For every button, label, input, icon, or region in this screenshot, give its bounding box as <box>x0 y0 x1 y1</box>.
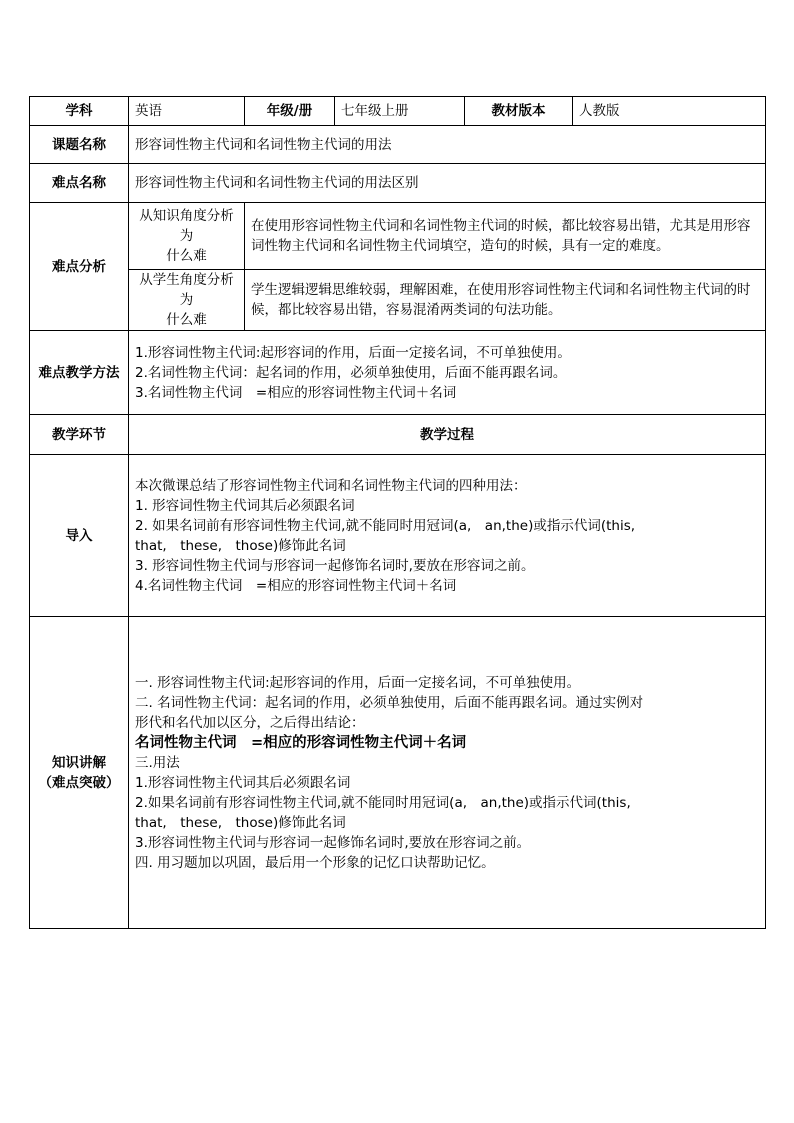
analysis-student-row <box>30 270 766 331</box>
knowledge-line-4: 三.用法 <box>135 754 180 771</box>
knowledge-line-1: 一. 形容词性物主代词:起形容词的作用，后面一定接名词，不可单独使用。 <box>135 674 581 691</box>
method-content <box>129 331 766 415</box>
method-label: 难点教学方法 <box>30 331 129 415</box>
edition-label: 教材版本 <box>465 97 573 126</box>
knowledge-label-main: 知识讲解 <box>52 754 106 771</box>
intro-content <box>129 455 766 617</box>
knowledge-line-6: 2.如果名词前有形容词性物主代词,就不能同时用冠词(a, an,the)或指示代词(this, <box>135 794 631 811</box>
knowledge-label-sub: （难点突破） <box>38 774 120 791</box>
intro-line-5: 3. 形容词性物主代词与形容词一起修饰名词时,要放在形容词之前。 <box>135 557 535 574</box>
difficulty-row <box>30 164 766 203</box>
intro-line-3: 2. 如果名词前有形容词性物主代词,就不能同时用冠词(a, an,the)或指示代词(this, <box>135 517 636 534</box>
intro-row <box>30 455 766 617</box>
method-line-1: 1.形容词性物主代词:起形容词的作用，后面一定接名词，不可单独使用。 <box>135 344 571 361</box>
knowledge-label <box>30 617 129 929</box>
student-angle-label-line-1: 从学生角度分析为 <box>139 272 234 308</box>
process-label: 教学过程 <box>129 415 766 455</box>
knowledge-line-5: 1.形容词性物主代词其后必须跟名词 <box>135 774 351 791</box>
knowledge-content <box>129 617 766 929</box>
analysis-label: 难点分析 <box>30 203 129 331</box>
method-row <box>30 331 766 415</box>
student-angle-label <box>129 270 245 331</box>
student-angle-label-line-2: 什么难 <box>166 312 207 328</box>
intro-line-6: 4.名词性物主代词 =相应的形容词性物主代词＋名词 <box>135 577 457 594</box>
knowledge-angle-text: 在使用形容词性物主代词和名词性物主代词的时候，都比较容易出错，尤其是用形容词性物主代词和名词性物主代词填空，造句的时候，具有一定的难度。 <box>245 203 766 270</box>
edition-value: 人教版 <box>573 97 766 126</box>
knowledge-angle-label-line-1: 从知识角度分析为 <box>139 208 234 244</box>
header-row <box>30 97 766 126</box>
subject-label: 学科 <box>30 97 129 126</box>
student-angle-text: 学生逻辑逻辑思维较弱，理解困难，在使用形容词性物主代词和名词性物主代词的时候，都比较容易出错，容易混淆两类词的句法功能。 <box>245 270 766 331</box>
knowledge-line-2: 二. 名词性物主代词：起名词的作用，必须单独使用，后面不能再跟名词。通过实例对 <box>135 694 644 711</box>
knowledge-angle-label-line-2: 什么难 <box>166 248 207 264</box>
knowledge-line-9: 四. 用习题加以巩固，最后用一个形象的记忆口诀帮助记忆。 <box>135 854 495 871</box>
knowledge-row <box>30 617 766 929</box>
topic-row <box>30 126 766 164</box>
subject-value: 英语 <box>129 97 245 126</box>
difficulty-label: 难点名称 <box>30 164 129 203</box>
analysis-knowledge-row <box>30 203 766 270</box>
knowledge-angle-label <box>129 203 245 270</box>
grade-label: 年级/册 <box>245 97 335 126</box>
method-line-3: 3.名词性物主代词 =相应的形容词性物主代词＋名词 <box>135 384 457 401</box>
knowledge-line-8: 3.形容词性物主代词与形容词一起修饰名词时,要放在形容词之前。 <box>135 834 531 851</box>
knowledge-line-3: 形代和名代加以区分，之后得出结论： <box>135 714 365 731</box>
lesson-plan-table <box>29 96 766 929</box>
intro-line-2: 1. 形容词性物主代词其后必须跟名词 <box>135 497 355 514</box>
knowledge-conclusion: 名词性物主代词 =相应的形容词性物主代词＋名词 <box>135 734 467 751</box>
topic-label: 课题名称 <box>30 126 129 164</box>
topic-value: 形容词性物主代词和名词性物主代词的用法 <box>129 126 766 164</box>
grade-value: 七年级上册 <box>335 97 465 126</box>
intro-label: 导入 <box>30 455 129 617</box>
process-header-row <box>30 415 766 455</box>
method-line-2: 2.名词性物主代词：起名词的作用，必须单独使用，后面不能再跟名词。 <box>135 364 567 381</box>
intro-line-1: 本次微课总结了形容词性物主代词和名词性物主代词的四种用法： <box>135 477 527 494</box>
intro-line-4: that, these, those)修饰此名词 <box>135 537 346 554</box>
knowledge-line-7: that, these, those)修饰此名词 <box>135 814 346 831</box>
stage-label: 教学环节 <box>30 415 129 455</box>
difficulty-value: 形容词性物主代词和名词性物主代词的用法区别 <box>129 164 766 203</box>
